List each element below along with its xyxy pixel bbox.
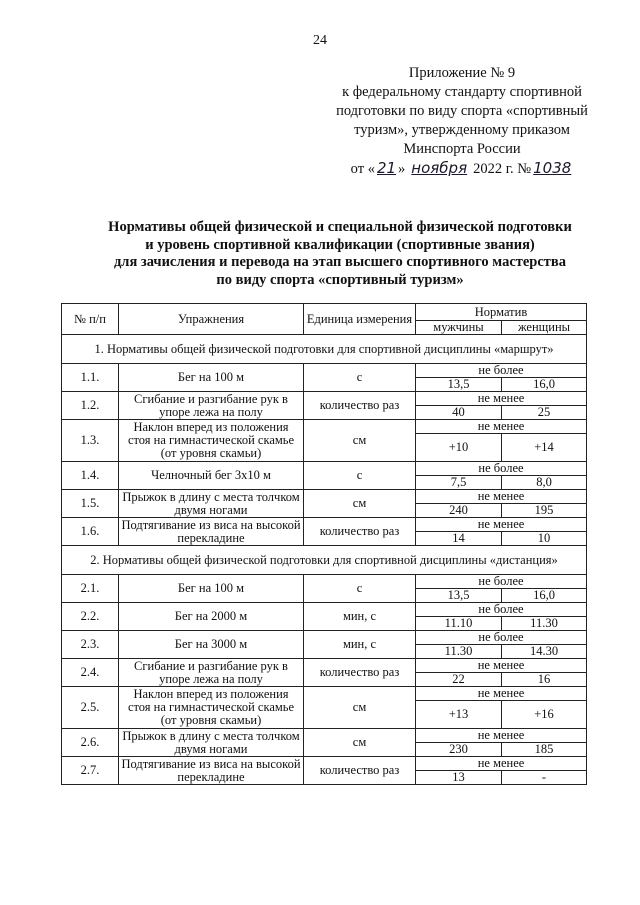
norm-condition: не менее (416, 729, 587, 743)
row-number: 1.2. (62, 392, 119, 420)
norms-table (61, 303, 587, 785)
men-value: +13 (416, 701, 502, 729)
norm-condition: не более (416, 364, 587, 378)
table-row (62, 462, 587, 476)
year-text: 2022 г. № (473, 161, 532, 177)
table-row (62, 392, 587, 406)
order-date-line (312, 159, 612, 179)
norm-condition: не менее (416, 420, 587, 434)
table-row (62, 603, 587, 617)
norm-condition: не более (416, 462, 587, 476)
exercise-name: Бег на 3000 м (119, 631, 304, 659)
handwritten-day: 21 (376, 159, 397, 177)
exercise-name: Подтягивание из виса на высокой перекладине (119, 518, 304, 546)
men-value: 11.10 (416, 617, 502, 631)
women-value: 10 (502, 532, 587, 546)
row-number: 2.5. (62, 687, 119, 729)
women-value: 25 (502, 406, 587, 420)
header-exercise: Упражнения (119, 304, 304, 335)
header-num: № п/п (62, 304, 119, 335)
exercise-name: Бег на 100 м (119, 575, 304, 603)
women-value: 16 (502, 673, 587, 687)
women-value: 195 (502, 504, 587, 518)
unit: количество раз (304, 392, 416, 420)
unit: количество раз (304, 518, 416, 546)
women-value: 14.30 (502, 645, 587, 659)
table-row (62, 490, 587, 504)
unit: см (304, 490, 416, 518)
section-header-row (62, 335, 587, 364)
page-number: 24 (313, 33, 327, 48)
table-row (62, 687, 587, 701)
unit: см (304, 420, 416, 462)
women-value: +16 (502, 701, 587, 729)
men-value: 240 (416, 504, 502, 518)
unit: количество раз (304, 757, 416, 785)
norm-condition: не менее (416, 518, 587, 532)
row-number: 1.4. (62, 462, 119, 490)
exercise-name: Бег на 100 м (119, 364, 304, 392)
title-line: для зачисления и перевода на этап высшего спортивного мастерства (113, 254, 567, 270)
men-value: 11.30 (416, 645, 502, 659)
men-value: 22 (416, 673, 502, 687)
exercise-name: Бег на 2000 м (119, 603, 304, 631)
table-row (62, 518, 587, 532)
men-value: 13,5 (416, 589, 502, 603)
row-number: 1.6. (62, 518, 119, 546)
exercise-name: Сгибание и разгибание рук в упоре лежа на полу (119, 659, 304, 687)
row-number: 2.2. (62, 603, 119, 631)
men-value: 13,5 (416, 378, 502, 392)
title-line: по виду спорта «спортивный туризм» (216, 271, 464, 288)
row-number: 1.5. (62, 490, 119, 518)
header-unit: Единица измерения (304, 304, 416, 335)
exercise-name: Прыжок в длину с места толчком двумя ногами (119, 729, 304, 757)
row-number: 2.1. (62, 575, 119, 603)
unit: мин, с (304, 603, 416, 631)
norm-condition: не более (416, 631, 587, 645)
exercise-name: Наклон вперед из положения стоя на гимнастической скамье (от уровня скамьи) (119, 687, 304, 729)
exercise-name: Наклон вперед из положения стоя на гимнастической скамье (от уровня скамьи) (119, 420, 304, 462)
norm-condition: не более (416, 603, 587, 617)
norm-condition: не менее (416, 687, 587, 701)
men-value: 14 (416, 532, 502, 546)
row-number: 2.7. (62, 757, 119, 785)
table-row (62, 659, 587, 673)
section-header-row (62, 546, 587, 575)
norm-condition: не менее (416, 490, 587, 504)
table-row (62, 575, 587, 589)
section-title: 1. Нормативы общей физической подготовки для спортивной дисциплины «маршрут» (62, 335, 587, 364)
norm-condition: не менее (416, 659, 587, 673)
appendix-line: к федеральному стандарту спортивной (342, 84, 582, 100)
women-value: 16,0 (502, 589, 587, 603)
table-row (62, 631, 587, 645)
row-number: 2.3. (62, 631, 119, 659)
men-value: 230 (416, 743, 502, 757)
women-value: 11.30 (502, 617, 587, 631)
women-value: 16,0 (502, 378, 587, 392)
row-number: 2.6. (62, 729, 119, 757)
unit: количество раз (304, 659, 416, 687)
appendix-block (312, 64, 612, 179)
men-value: +10 (416, 434, 502, 462)
document-title (60, 219, 620, 289)
appendix-line: подготовки по виду спорта «спортивный (336, 103, 588, 119)
norm-condition: не более (416, 575, 587, 589)
women-value: +14 (502, 434, 587, 462)
norm-condition: не менее (416, 392, 587, 406)
appendix-line: Приложение № 9 (408, 65, 516, 81)
title-line: Нормативы общей физической и специальной физической подготовки (108, 219, 572, 235)
row-number: 1.3. (62, 420, 119, 462)
appendix-line: туризм», утвержденному приказом (354, 122, 570, 138)
handwritten-order-number: 1038 (533, 159, 572, 177)
men-value: 7,5 (416, 476, 502, 490)
women-value: 8,0 (502, 476, 587, 490)
header-norm: Норматив (416, 304, 587, 321)
women-value: - (502, 771, 587, 785)
men-value: 13 (416, 771, 502, 785)
table-row (62, 757, 587, 771)
section-title: 2. Нормативы общей физической подготовки для спортивной дисциплины «дистанция» (62, 546, 587, 575)
unit: см (304, 687, 416, 729)
header-men: мужчины (416, 321, 502, 335)
exercise-name: Сгибание и разгибание рук в упоре лежа на полу (119, 392, 304, 420)
norm-condition: не менее (416, 757, 587, 771)
date-prefix: от « (350, 161, 375, 177)
table-row (62, 420, 587, 434)
unit: с (304, 462, 416, 490)
unit: мин, с (304, 631, 416, 659)
exercise-name: Челночный бег 3x10 м (119, 462, 304, 490)
date-separator: » (398, 161, 406, 177)
title-line: и уровень спортивной квалификации (спортивные звания) (145, 236, 535, 253)
header-row (62, 304, 587, 321)
header-women: женщины (502, 321, 587, 335)
women-value: 185 (502, 743, 587, 757)
table-row (62, 729, 587, 743)
handwritten-month: ноября (411, 159, 468, 177)
unit: см (304, 729, 416, 757)
appendix-line: Минспорта России (403, 141, 521, 157)
exercise-name: Подтягивание из виса на высокой перекладине (119, 757, 304, 785)
unit: с (304, 575, 416, 603)
unit: с (304, 364, 416, 392)
row-number: 2.4. (62, 659, 119, 687)
men-value: 40 (416, 406, 502, 420)
exercise-name: Прыжок в длину с места толчком двумя ногами (119, 490, 304, 518)
table-row (62, 364, 587, 378)
row-number: 1.1. (62, 364, 119, 392)
